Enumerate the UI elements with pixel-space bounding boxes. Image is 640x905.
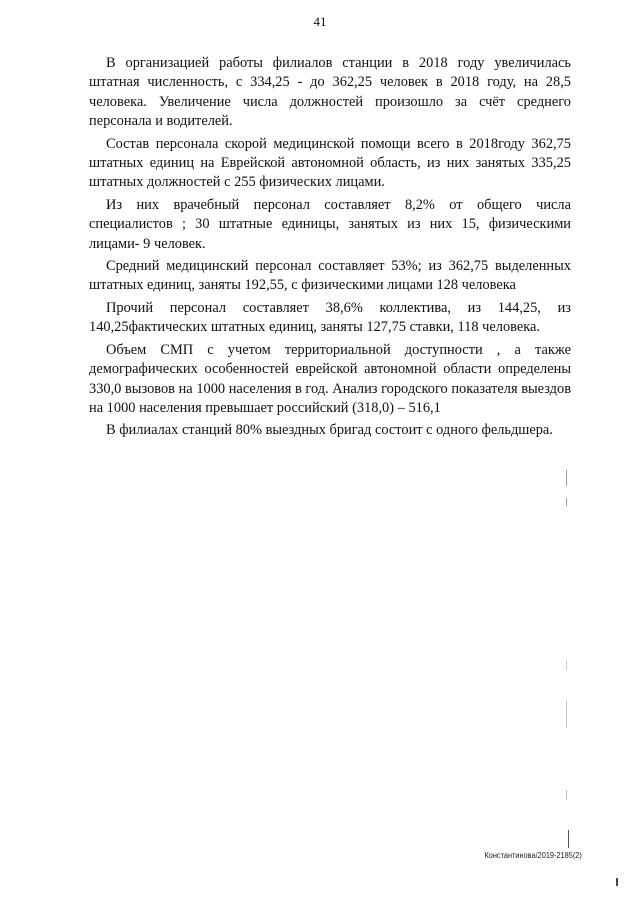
- document-id-footer: Константинова/2019-2185(2): [484, 851, 582, 860]
- scan-artifact-mark: [568, 830, 569, 848]
- scan-artifact-mark: [566, 470, 567, 486]
- scan-artifact-mark: [566, 498, 567, 506]
- scan-artifact-mark: [566, 700, 567, 728]
- page-number: 41: [313, 14, 327, 29]
- paragraph-ambulance-staff-total: Состав персонала скорой медицинской помощи всего в 2018году 362,75 штатных единиц на Еврейской автономной область, из них занятых 335,25 штатных должностей с 255 физических лицами.: [89, 135, 571, 191]
- paragraph-emergency-volume: Объем СМП с учетом территориальной доступности , а также демографических особенностей еврейской автономной области определены 330,0 вызовов на 1000 населения в год. Анализ городского показателя выездов на 1000 населения превышает российский (318,0) – 516,1: [89, 341, 571, 416]
- paragraph-staffing-increase: В организацией работы филиалов станции в 2018 году увеличилась штатная численность, с 334,25 - до 362,25 человек в 2018 году, на 28,5 человека. Увеличение числа должностей произошло за счёт среднего персонала и водителей.: [89, 55, 571, 130]
- document-body: [89, 54, 571, 444]
- scan-artifact-mark: [566, 790, 567, 800]
- scan-artifact-mark: [566, 660, 567, 670]
- scan-artifact-dot: [616, 878, 618, 886]
- paragraph-nursing-staff: Средний медицинский персонал составляет 53%; из 362,75 выделенных штатных единиц, заняты 192,55, с физическими лицами 128 человека: [89, 258, 571, 294]
- paragraph-physician-staff: Из них врачебный персонал составляет 8,2% от общего числа специалистов ; 30 штатные единицы, занятых из них 15, физическими лицами- 9 человек.: [89, 196, 571, 252]
- paragraph-branch-brigades: В филиалах станций 80% выездных бригад состоит с одного фельдшера.: [106, 422, 553, 439]
- paragraph-other-staff: Прочий персонал составляет 38,6% коллектива, из 144,25, из 140,25фактических штатных единиц, заняты 127,75 ставки, 118 человека.: [89, 299, 571, 336]
